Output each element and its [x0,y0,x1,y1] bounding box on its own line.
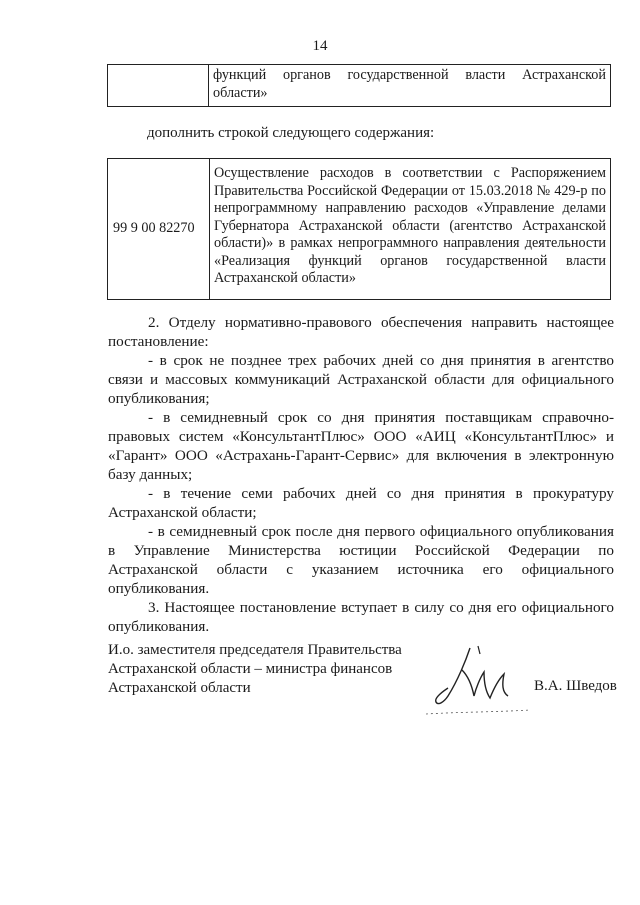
table-cell-description: функций органов государственной власти Астраханской области» [209,65,611,107]
signatory-title-line: Астраханской области [108,680,251,696]
paragraph-agency-publication: - в срок не позднее трех рабочих дней со дня принятия в агентство связи и массовых коммуникаций Астраханской области для официального опубликования; [108,352,614,407]
signatory-block [108,641,402,698]
signatory-title-line: Астраханской области – министра финансов [108,661,393,677]
table-cell-description: Осуществление расходов в соответствии с Распоряжением Правительства Российской Федерации от 15.03.2018 № 429-р по непрограммному направлению расходов «Управление делами Губернатора Астраханской области (агентство Астраханской области)» в рамках непрограммного направления деятельности «Реализация функций органов государственной власти Астраханской области» [210,159,611,300]
signatory-title-line: И.о. заместителя председателя Правительства [108,642,402,658]
intro-line: дополнить строкой следующего содержания: [147,125,435,141]
table-cell-code: 99 9 00 82270 [108,159,210,300]
table-new-row [107,158,611,300]
body-text [108,313,614,636]
paragraph-item-3: 3. Настоящее постановление вступает в силу со дня его официального опубликования. [108,599,614,635]
table-cell-code [108,65,209,107]
paragraph-item-2: 2. Отделу нормативно-правового обеспечения направить настоящее постановление: [108,314,614,350]
paragraph-justice-ministry: - в семидневный срок после дня первого официального опубликования в Управление Министерства юстиции Российской Федерации по Астраханской области с указанием источника его официального опубликования. [108,523,614,597]
table-row [108,159,611,300]
signer-name: В.А. Шведов [534,678,617,694]
paragraph-legal-systems: - в семидневный срок со дня принятия поставщикам справочно-правовых систем «КонсультантПлюс» ООО «АИЦ «КонсультантПлюс» и «Гарант» ООО «Астрахань-Гарант-Сервис» для включения в электронную базу данных; [108,409,614,483]
table-continuation [107,64,611,107]
page-number: 14 [312,38,328,54]
table-row [108,65,611,107]
handwritten-signature [418,640,538,720]
paragraph-prosecutor: - в течение семи рабочих дней со дня принятия в прокуратуру Астраханской области; [108,485,614,521]
